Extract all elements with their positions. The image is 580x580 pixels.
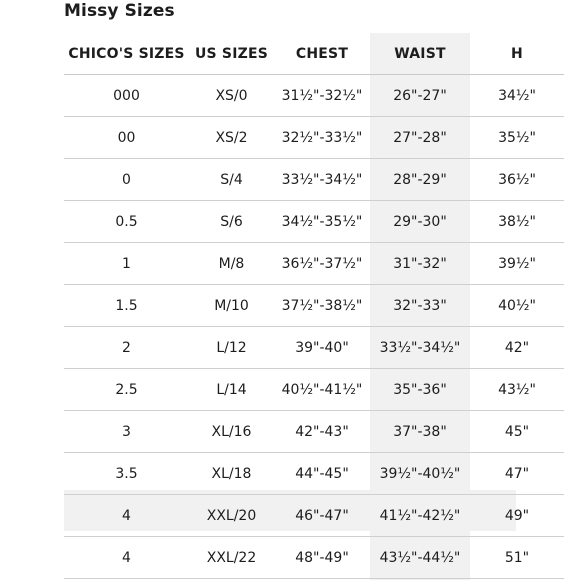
waist-cell: 28"-29" — [370, 159, 470, 201]
us-size-cell: M/8 — [189, 243, 274, 285]
page-title: Missy Sizes — [64, 1, 175, 21]
table-row — [64, 537, 564, 579]
size-chart-table — [64, 33, 536, 580]
header-waist: WAIST — [370, 33, 470, 75]
chest-cell: 32½"-33½" — [274, 117, 370, 159]
header-us-sizes: US SIZES — [189, 33, 274, 75]
chicos-size-cell: 3.5 — [64, 453, 189, 495]
chest-cell: 31½"-32½" — [274, 75, 370, 117]
us-size-cell: XS/2 — [189, 117, 274, 159]
waist-cell: 39½"-40½" — [370, 453, 470, 495]
chicos-size-cell: 4 — [64, 495, 189, 537]
us-size-cell: XL/16 — [189, 411, 274, 453]
table-row — [64, 285, 564, 327]
waist-cell: 41½"-42½" — [370, 495, 470, 537]
table-row — [64, 159, 564, 201]
hips-cell: 51" — [470, 537, 564, 579]
header-chest: CHEST — [274, 33, 370, 75]
us-size-cell: XL/18 — [189, 453, 274, 495]
chicos-size-cell: 0.5 — [64, 201, 189, 243]
hips-cell: 43½" — [470, 369, 564, 411]
chest-cell: 33½"-34½" — [274, 159, 370, 201]
waist-cell: 35"-36" — [370, 369, 470, 411]
chicos-size-cell: 1.5 — [64, 285, 189, 327]
waist-cell: 26"-27" — [370, 75, 470, 117]
table-row — [64, 243, 564, 285]
chest-cell: 48"-49" — [274, 537, 370, 579]
chest-cell: 40½"-41½" — [274, 369, 370, 411]
table-row — [64, 117, 564, 159]
hips-cell: 34½" — [470, 75, 564, 117]
chest-cell: 46"-47" — [274, 495, 370, 537]
chest-cell: 39"-40" — [274, 327, 370, 369]
header-chicos-sizes: CHICO'S SIZES — [64, 33, 189, 75]
chest-cell: 44"-45" — [274, 453, 370, 495]
chest-cell: 42"-43" — [274, 411, 370, 453]
waist-cell: 29"-30" — [370, 201, 470, 243]
chest-cell: 37½"-38½" — [274, 285, 370, 327]
us-size-cell: S/6 — [189, 201, 274, 243]
table-row — [64, 327, 564, 369]
header-row — [64, 33, 564, 75]
chicos-size-cell: 3 — [64, 411, 189, 453]
waist-cell: 32"-33" — [370, 285, 470, 327]
hips-cell: 45" — [470, 411, 564, 453]
us-size-cell: L/12 — [189, 327, 274, 369]
chest-cell: 34½"-35½" — [274, 201, 370, 243]
table-row — [64, 495, 564, 537]
table-row — [64, 411, 564, 453]
table-row — [64, 75, 564, 117]
us-size-cell: M/10 — [189, 285, 274, 327]
waist-cell: 37"-38" — [370, 411, 470, 453]
hips-cell: 47" — [470, 453, 564, 495]
chicos-size-cell: 000 — [64, 75, 189, 117]
chicos-size-cell: 2.5 — [64, 369, 189, 411]
us-size-cell: XXL/20 — [189, 495, 274, 537]
table-row — [64, 369, 564, 411]
hips-cell: 36½" — [470, 159, 564, 201]
waist-cell: 27"-28" — [370, 117, 470, 159]
waist-cell: 43½"-44½" — [370, 537, 470, 579]
chicos-size-cell: 1 — [64, 243, 189, 285]
hips-cell: 38½" — [470, 201, 564, 243]
us-size-cell: S/4 — [189, 159, 274, 201]
hips-cell: 49" — [470, 495, 564, 537]
hips-cell: 42" — [470, 327, 564, 369]
hips-cell: 39½" — [470, 243, 564, 285]
hips-cell: 40½" — [470, 285, 564, 327]
chest-cell: 36½"-37½" — [274, 243, 370, 285]
chicos-size-cell: 4 — [64, 537, 189, 579]
us-size-cell: XXL/22 — [189, 537, 274, 579]
chicos-size-cell: 00 — [64, 117, 189, 159]
chicos-size-cell: 0 — [64, 159, 189, 201]
table-body — [64, 75, 564, 579]
us-size-cell: XS/0 — [189, 75, 274, 117]
hips-cell: 35½" — [470, 117, 564, 159]
us-size-cell: L/14 — [189, 369, 274, 411]
size-table — [64, 33, 564, 579]
header-hips: H — [470, 33, 564, 75]
chicos-size-cell: 2 — [64, 327, 189, 369]
table-row — [64, 453, 564, 495]
table-row — [64, 201, 564, 243]
waist-cell: 31"-32" — [370, 243, 470, 285]
waist-cell: 33½"-34½" — [370, 327, 470, 369]
